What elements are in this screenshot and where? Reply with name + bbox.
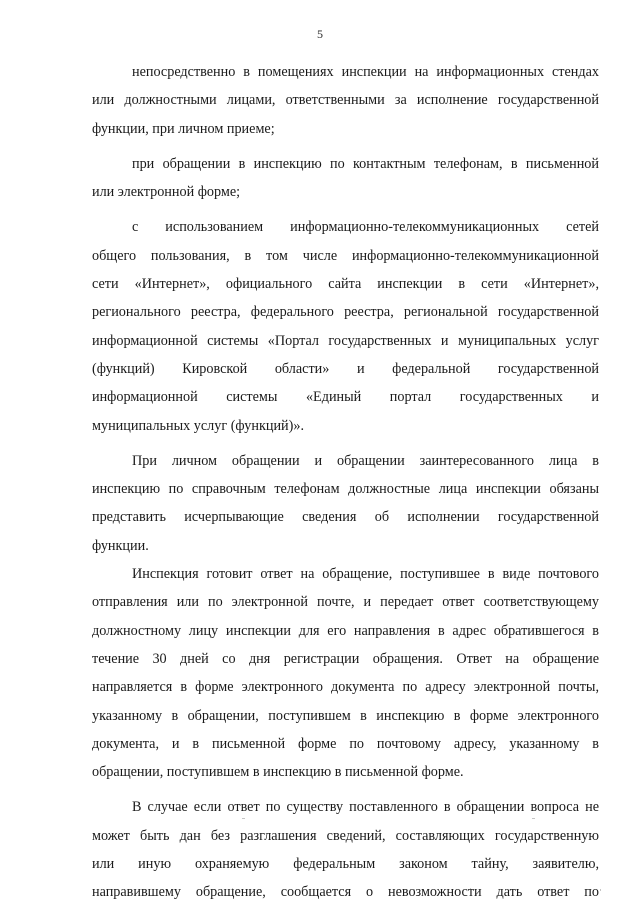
text-line: указанному в обращении, поступившем в инспекцию в форме электронного [92, 707, 599, 724]
text-line: общего пользования, в том числе информационно-телекоммуникационной [92, 247, 599, 264]
paragraph [92, 213, 599, 439]
text-line: информационной системы «Единый портал государственных и [92, 389, 599, 406]
text-line: непосредственно в помещениях инспекции на информационных стендах [132, 64, 599, 80]
text-line: (функций) Кировской области» и федеральной государственной [92, 360, 599, 377]
paragraph [92, 793, 599, 906]
text-line: направившему обращение, сообщается о невозможности дать ответ по [92, 884, 599, 901]
text-line: должностному лицу инспекции для его направления в адрес обратившегося в [92, 622, 599, 639]
text-line: представить исчерпывающие сведения об исполнении государственной [92, 509, 599, 526]
text-line: или иную охраняемую федеральным законом тайну, заявителю, [92, 856, 599, 873]
text-line: может быть дан без разглашения сведений, составляющих государственную [92, 827, 599, 844]
text-line: муниципальных услуг (функций)». [92, 417, 304, 434]
document-body [92, 58, 599, 907]
text-line: или должностными лицами, ответственными за исполнение государственной [92, 92, 599, 109]
text-line: течение 30 дней со дня регистрации обращения. Ответ на обращение [92, 650, 599, 667]
page-number: 5 [317, 27, 323, 41]
text-line: отправления или по электронной почте, и передает ответ соответствующему [92, 594, 599, 611]
text-line: направляется в форме электронного документа по адресу электронной почты, [92, 679, 599, 696]
scan-speck [540, 889, 541, 891]
text-line: Инспекция готовит ответ на обращение, поступившее в виде почтового [132, 566, 599, 583]
text-line: обращении, поступившем в инспекцию в письменной форме. [92, 764, 464, 781]
paragraph [92, 58, 599, 143]
scan-speck [566, 888, 567, 890]
scan-speck [370, 889, 371, 891]
text-line: При личном обращении и обращении заинтересованного лица в [132, 452, 599, 469]
scan-speck [600, 889, 601, 891]
text-line: при обращении в инспекцию по контактным телефонам, в письменной [132, 155, 599, 172]
scan-speck [242, 818, 245, 819]
text-line: инспекцию по справочным телефонам должностные лица инспекции обязаны [92, 481, 599, 498]
scan-speck [414, 889, 415, 891]
text-line: или электронной форме; [92, 184, 241, 201]
text-line: информационной системы «Портал государственных и муниципальных услуг [92, 332, 599, 349]
text-line: В случае если ответ по существу поставленного в обращении вопроса не [132, 799, 599, 816]
text-line: документа, и в письменной форме по почтовому адресу, указанному в [92, 735, 599, 752]
paragraph [92, 560, 599, 786]
text-line: с использованием информационно-телекоммуникационных сетей [132, 219, 599, 236]
text-line: функции. [92, 537, 149, 554]
scan-speck [532, 818, 535, 819]
paragraph [92, 447, 599, 560]
scan-speck [232, 888, 233, 890]
text-line: сети «Интернет», официального сайта инспекции в сети «Интернет», [92, 276, 599, 293]
text-line: регионального реестра, федерального реестра, региональной государственной [92, 304, 599, 321]
paragraph [92, 150, 599, 207]
scan-speck [470, 888, 471, 890]
text-line: функции, при личном приеме; [92, 120, 275, 137]
